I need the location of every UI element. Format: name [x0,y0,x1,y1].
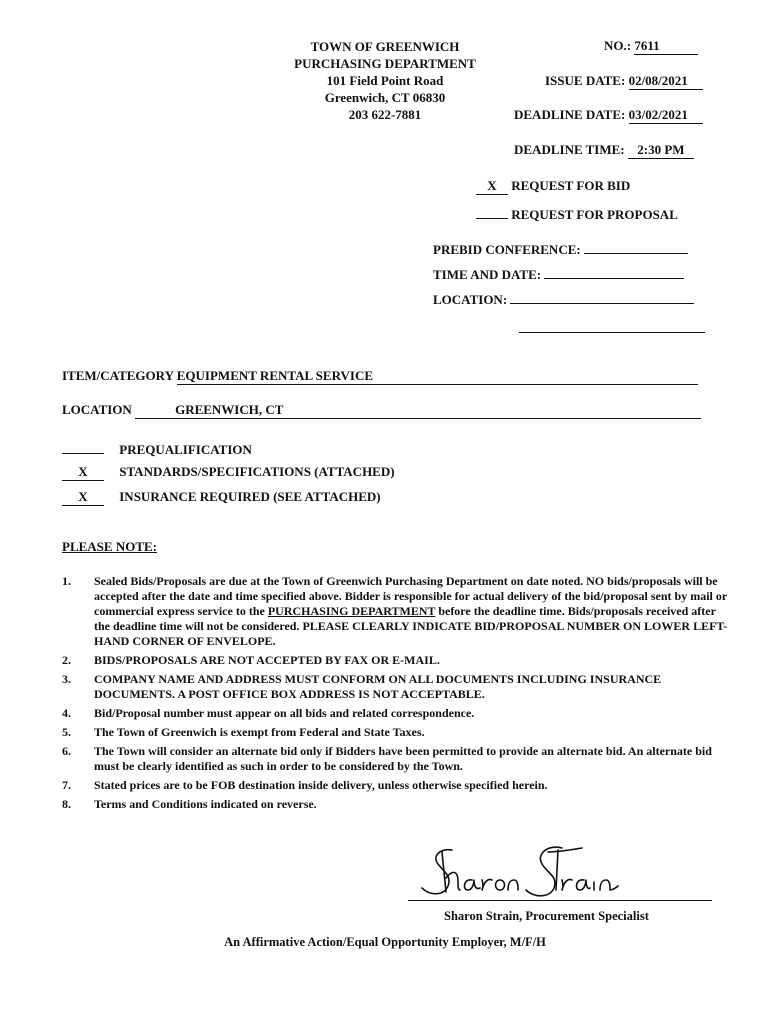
footer-eoe: An Affirmative Action/Equal Opportunity Employer, M/F/H [224,935,546,949]
prebid-location-line-2 [519,332,705,333]
item-category-value: EQUIPMENT RENTAL SERVICE [177,368,698,385]
issue-date-label: ISSUE DATE: [545,73,626,88]
prebid-location-label: LOCATION: [433,292,508,307]
note-item [62,672,732,702]
note-text: The Town will consider an alternate bid only if Bidders have been permitted to provide an alternate bid. An alternate bid must be clearly identified as such in order to be considered by the Town. [94,744,712,773]
signer-name: Sharon Strain, Procurement Specialist [444,909,649,923]
issue-date-field [545,73,703,90]
prebid-conference-label: PREBID CONFERENCE: [433,242,581,257]
note-text: Bid/Proposal number must appear on all bids and related correspondence. [94,706,475,720]
deadline-date-label: DEADLINE DATE: [514,107,626,122]
note-item [62,744,732,774]
item-location-value: GREENWICH, CT [175,402,284,417]
notes-title: PLEASE NOTE: [62,539,157,554]
check-mark-prequalification [62,439,104,454]
bid-number-label: NO.: [604,38,632,53]
note-text: Terms and Conditions indicated on reverse. [94,797,317,811]
prebid-location-field [433,291,694,308]
deadline-date-field [514,107,703,124]
prebid-location-line [510,291,694,304]
note-text: Stated prices are to be FOB destination inside delivery, unless otherwise specified herein. [94,778,548,792]
org-street: 101 Field Point Road [326,73,444,88]
signature-line [408,900,712,901]
note-number: 7. [62,778,71,792]
note-number: 2. [62,653,71,667]
check-label-prequalification: PREQUALIFICATION [119,442,252,457]
note-item [62,574,732,649]
item-category-field [62,368,698,385]
issue-date-value: 02/08/2021 [629,73,703,90]
note-number: 1. [62,574,71,588]
deadline-date-value: 03/02/2021 [629,107,703,124]
note-item [62,797,732,812]
org-department: PURCHASING DEPARTMENT [294,56,476,71]
note-item [62,778,732,793]
bid-number-value: 7611 [634,38,698,55]
note-item [62,725,732,740]
check-row-insurance [62,489,381,506]
time-date-label: TIME AND DATE: [433,267,542,282]
note-number: 8. [62,797,71,811]
note-item [62,706,732,721]
signature-drawing [412,842,622,904]
note-text-cont: before the deadline time. Bids/proposals received after the deadline time will not be considered. PLEASE CLEARLY INDICATE BID/PROPOSAL NUMBER ON LOWER LEFT-HAND CORNER OF ENVELOPE. [94,604,728,648]
handwritten-signature [412,842,622,909]
note-text: COMPANY NAME AND ADDRESS MUST CONFORM ON ALL DOCUMENTS INCLUDING INSURANCE DOCUMENTS. A POST OFFICE BOX ADDRESS IS NOT ACCEPTABLE. [94,672,662,701]
deadline-time-field [514,142,694,159]
time-date-line [544,266,684,279]
request-proposal-mark [476,204,508,219]
check-label-standards: STANDARDS/SPECIFICATIONS (ATTACHED) [119,464,395,479]
check-row-standards [62,464,395,481]
org-city: Greenwich, CT 06830 [324,90,446,105]
note-number: 4. [62,706,71,720]
notes-list [62,574,732,816]
org-phone: 203 622-7881 [348,107,422,122]
deadline-time-value: 2:30 PM [628,142,694,159]
note-text: BIDS/PROPOSALS ARE NOT ACCEPTED BY FAX OR E-MAIL. [94,653,440,667]
request-bid-mark: X [476,178,508,195]
item-location-field [62,402,701,419]
note-text-underlined: PURCHASING DEPARTMENT [267,604,436,618]
note-number: 5. [62,725,71,739]
note-number: 6. [62,744,71,758]
prebid-conference-line [584,241,688,254]
note-text: The Town of Greenwich is exempt from Federal and State Taxes. [94,725,425,739]
note-number: 3. [62,672,71,686]
check-mark-insurance: X [62,489,104,506]
request-proposal-row [476,204,678,223]
deadline-time-label: DEADLINE TIME: [514,142,625,157]
item-category-label: ITEM/CATEGORY [62,368,174,383]
check-label-insurance: INSURANCE REQUIRED (SEE ATTACHED) [119,489,381,504]
request-bid-row [476,178,630,195]
item-location-label: LOCATION [62,402,132,417]
org-name: TOWN OF GREENWICH [310,39,460,54]
bid-number-field [604,38,698,55]
check-mark-standards: X [62,464,104,481]
request-bid-label: REQUEST FOR BID [511,178,631,193]
note-item [62,653,732,668]
item-location-line [135,402,701,419]
request-proposal-label: REQUEST FOR PROPOSAL [511,207,678,222]
note-text: Sealed Bids/Proposals are due at the Town of Greenwich Purchasing Department on date noted. NO bids/proposals will be accepted after the date and time specified above. Bidder is responsible for actual delivery of the bid/proposal sent by mail or commercial express service to the [94,574,727,618]
org-header [250,38,520,123]
prebid-conference-field [433,241,688,258]
time-date-field [433,266,684,283]
check-row-prequalification [62,439,252,458]
